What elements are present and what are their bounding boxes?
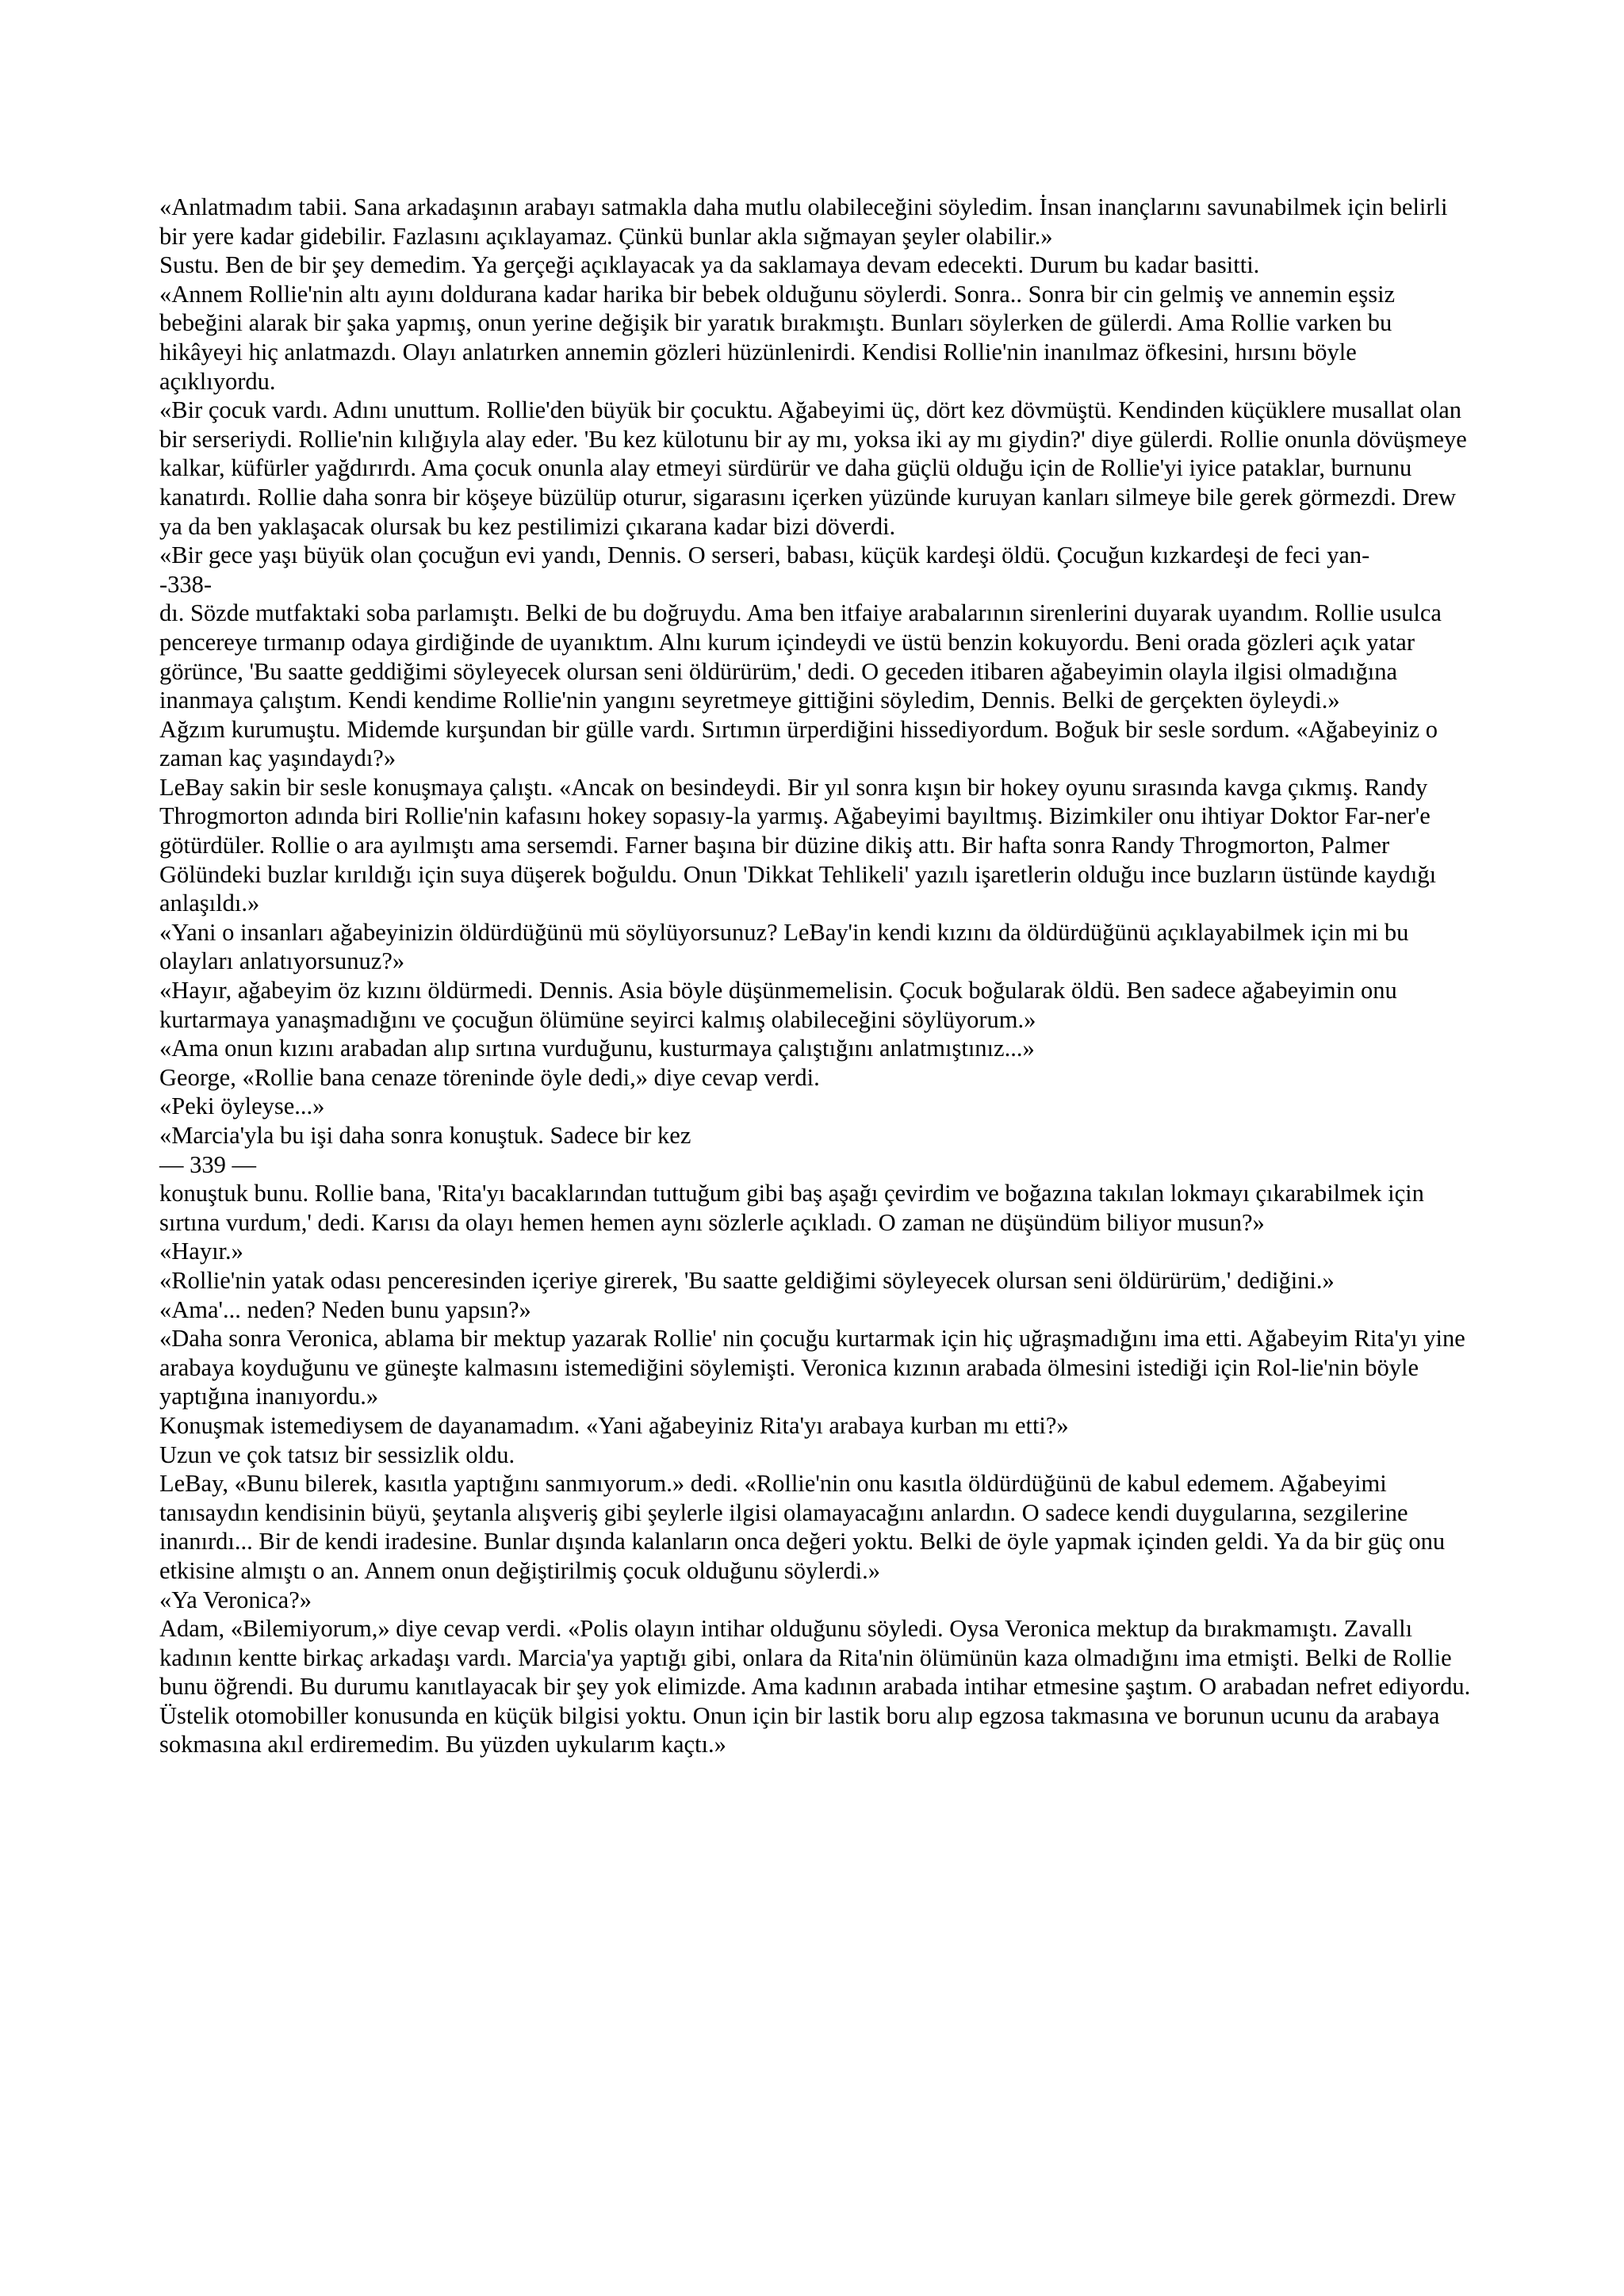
paragraph: «Ama'... neden? Neden bunu yapsın?» [159,1295,531,1323]
paragraph: LeBay, «Bunu bilerek, kasıtla yaptığını sanmıyorum.» dedi. «Rollie'nin onu kasıtla öldürdüğünü de kabul edemem. Ağabeyimi tanısaydın kendisinin büyü, şeytanla alışveriş gibi şeylerle ilgisi olamayacağını anlardın. O sadece kendi duygularına, sezgilerine inanırdı... Bir de kendi iradesine. Bunlar dışında kalanların onca değeri yoktu. Belki de öyle yapmak içinden geldi. Ya da bir güç onu etkisine almıştı o an. Annem onun değiştirilmiş çocuk olduğunu söylerdi.» [159,1470,1446,1584]
paragraph: «Anlatmadım tabii. Sana arkadaşının arabayı satmakla daha mutlu olabileceğini söyledim. İnsan inançlarını savunabilmek için belirli bir yere kadar gidebilir. Fazlasını açıklayamaz. Çünkü bunlar akla sığmayan şeyler olabilir.» [159,193,1448,250]
paragraph: «Rollie'nin yatak odası penceresinden içeriye girerek, 'Bu saatte geldiğimi söyleyecek olursan seni öldürürüm,' dediğini.» [159,1266,1335,1294]
paragraph: «Marcia'yla bu işi daha sonra konuştuk. Sadece bir kez [159,1122,691,1149]
paragraph: «Bir çocuk vardı. Adını unuttum. Rollie'den büyük bir çocuktu. Ağabeyimi üç, dört kez dövmüştü. Kendinden küçüklere musallat olan bir serseriydi. Rollie'nin kılığıyla alay eder. 'Bu kez külotunu bir ay mı, yoksa iki ay mı giydin?' diye gülerdi. Rollie onunla dövüşmeye kalkar, küfürler yağdırırdı. Ama çocuk onunla alay etmeyi sürdürür ve daha güçlü olduğu için de Rollie'yi iyice pataklar, burnunu kanatırdı. Rollie daha sonra bir köşeye büzülüp oturur, sigarasını içerken yüzünde kuruyan kanları silmeye bile gerek görmezdi. Drew ya da ben yaklaşacak olursak bu kez pestilimizi çıkarana kadar bizi döverdi. [159,396,1467,540]
paragraph: Ağzım kurumuştu. Midemde kurşundan bir gülle vardı. Sırtımın ürperdiğini hissediyordum. Boğuk bir sesle sordum. «Ağabeyiniz o zaman kaç yaşındaydı?» [159,715,1438,772]
paragraph: «Hayır, ağabeyim öz kızını öldürmedi. Dennis. Asia böyle düşünmemelisin. Çocuk boğularak öldü. Ben sadece ağabeyimin onu kurtarmaya yanaşmadığını ve çocuğun ölümüne seyirci kalmış olabileceğini söylüyorum.» [159,977,1397,1033]
paragraph: Konuşmak istemediysem de dayanamadım. «Yani ağabeyiniz Rita'yı arabaya kurban mı etti?» [159,1411,1069,1439]
paragraph: LeBay sakin bir sesle konuşmaya çalıştı. «Ancak on besindeydi. Bir yıl sonra kışın bir hokey oyunu sırasında kavga çıkmış. Randy Throgmorton adında biri Rollie'nin kafasını hokey sopasıy-la yarmış. Ağabeyimi bayıltmış. Bizimkiler onu ihtiyar Doktor Far-ner'e götürdüler. Rollie o ara ayılmıştı ama sersemdi. Farner başına bir düzine dikiş attı. Bir hafta sonra Randy Throgmorton, Palmer Gölündeki buzlar kırıldığı için suya düşerek boğuldu. Onun 'Dikkat Tehlikeli' yazılı işaretlerin olduğu ince buzların üstünde kaydığı anlaşıldı.» [159,773,1437,917]
paragraph: «Peki öyleyse...» [159,1093,325,1120]
paragraph: dı. Sözde mutfaktaki soba parlamıştı. Belki de bu doğruydu. Ama ben itfaiye arabalarının sirenlerini duyarak uyandım. Rollie usulca pencereye tırmanıp odaya girdiğinde de uyanıktım. Alnı kurum içindeydi ve üstü benzin kokuyordu. Beni orada gözleri açık yatar görünce, 'Bu saatte geddiğimi söyleyecek olursan seni öldürürüm,' dedi. O geceden itibaren ağabeyimin olayla ilgisi olmadığına inanmaya çalıştım. Kendi kendime Rollie'nin yangını seyretmeye gittiğini söyledim, Dennis. Belki de gerçekten öyleydi.» [159,599,1442,714]
paragraph: Adam, «Bilemiyorum,» diye cevap verdi. «Polis olayın intihar olduğunu söyledi. Oysa Veronica mektup da bırakmamıştı. Zavallı kadının kentte birkaç arkadaşı vardı. Marcia'ya yaptığı gibi, onlara da Rita'nin ölümünün kaza olmadığını ima etmişti. Belki de Rollie bunu öğrendi. Bu durumu kanıtlayacak bir şey yok elimizde. Ama kadının arabada intihar etmesine şaştım. O arabadan nefret ediyordu. Üstelik otomobiller konusunda en küçük bilgisi yoktu. Onun için bir lastik boru alıp egzosa takmasına ve borunun ucunu da arabaya sokmasına akıl erdiremedim. Bu yüzden uykularım kaçtı.» [159,1615,1471,1758]
paragraph: «Bir gece yaşı büyük olan çocuğun evi yandı, Dennis. O serseri, babası, küçük kardeşi öldü. Çocuğun kızkardeşi de feci yan- [159,541,1370,569]
paragraph: konuştuk bunu. Rollie bana, 'Rita'yı bacaklarından tuttuğum gibi baş aşağı çevirdim ve boğazına takılan lokmayı çıkarabilmek için sırtına vurdum,' dedi. Karısı da olayı hemen hemen aynı sözlerle açıkladı. O zaman ne düşündüm biliyor musun?» [159,1180,1424,1236]
page-number: — 339 — [159,1150,256,1178]
paragraph: «Yani o insanları ağabeyinizin öldürdüğünü mü söylüyorsunuz? LeBay'in kendi kızını da öldürdüğünü açıklayabilmek için mi bu olayları anlatıyorsunuz?» [159,918,1409,975]
paragraph: «Hayır.» [159,1238,243,1265]
document-page [159,193,1476,1759]
paragraph: Uzun ve çok tatsız bir sessizlik oldu. [159,1441,515,1468]
paragraph: «Ya Veronica?» [159,1586,312,1613]
paragraph: «Daha sonra Veronica, ablama bir mektup yazarak Rollie' nin çocuğu kurtarmak için hiç uğraşmadığını ima etti. Ağabeyim Rita'yı yine arabaya koyduğunu ve güneşte kalmasını istemediğini söylemişti. Veronica kızının arabada ölmesini istediği için Rol-lie'nin böyle yaptığına inanıyordu.» [159,1325,1465,1410]
paragraph: «Annem Rollie'nin altı ayını doldurana kadar harika bir bebek olduğunu söylerdi. Sonra.. Sonra bir cin gelmiş ve annemin eşsiz bebeğini alarak bir şaka yapmış, onun yerine değişik bir yaratık bırakmıştı. Bunları söylerken de gülerdi. Ama Rollie varken bu hikâyeyi hiç anlatmazdı. Olayı anlatırken annemin gözleri hüzünlenirdi. Kendisi Rollie'nin inanılmaz öfkesini, hırsını böyle açıklıyordu. [159,280,1396,395]
paragraph: George, «Rollie bana cenaze töreninde öyle dedi,» diye cevap verdi. [159,1063,820,1091]
paragraph: Sustu. Ben de bir şey demedim. Ya gerçeği açıklayacak ya da saklamaya devam edecekti. Durum bu kadar basitti. [159,251,1260,279]
page-number: -338- [159,570,213,598]
paragraph: «Ama onun kızını arabadan alıp sırtına vurduğunu, kusturmaya çalıştığını anlatmıştınız...» [159,1035,1035,1062]
